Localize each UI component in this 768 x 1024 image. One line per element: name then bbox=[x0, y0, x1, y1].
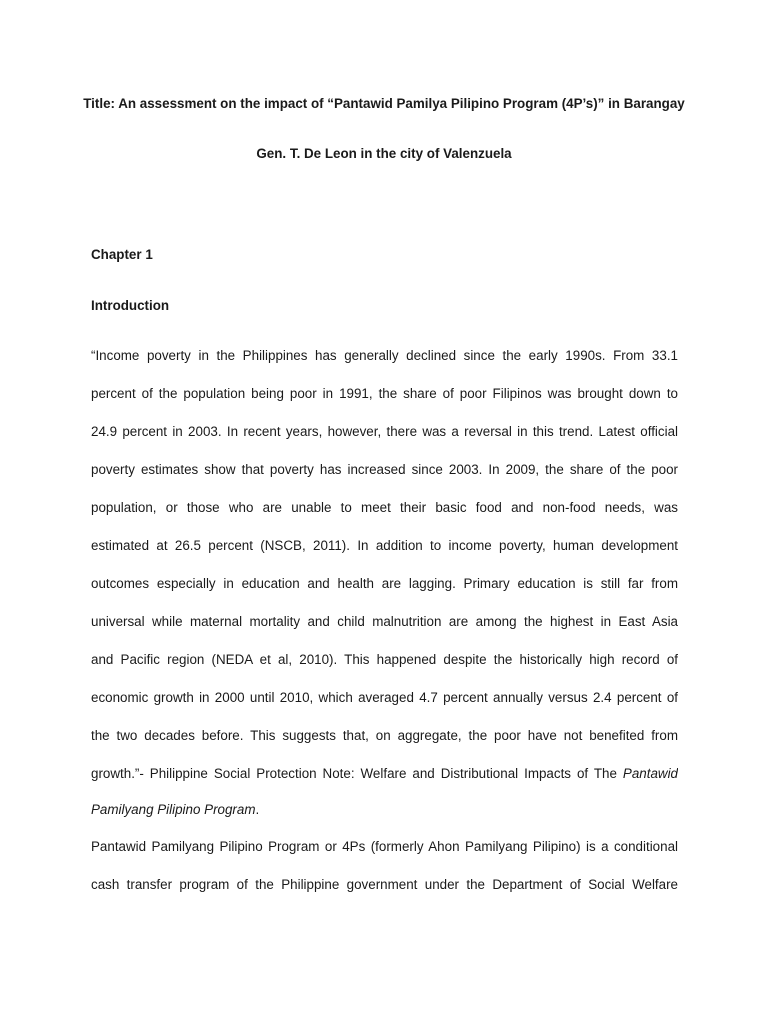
title-line-1: Title: An assessment on the impact of “Pantawid Pamilya Pilipino Program (4P’s)” in Barangay bbox=[83, 96, 685, 111]
quote-line: poverty estimates show that poverty has increased since 2003. In 2009, the share of the poor bbox=[91, 462, 678, 477]
quote-line: universal while maternal mortality and child malnutrition are among the highest in East Asia bbox=[91, 614, 678, 629]
citation-end: . bbox=[255, 802, 260, 817]
quote-line: outcomes especially in education and health are lagging. Primary education is still far from bbox=[91, 576, 678, 591]
quote-line: the two decades before. This suggests that, on aggregate, the poor have not benefited from bbox=[91, 728, 678, 743]
title-line-2: Gen. T. De Leon in the city of Valenzuela bbox=[256, 146, 512, 161]
quote-line: 24.9 percent in 2003. In recent years, however, there was a reversal in this trend. Latest official bbox=[91, 424, 678, 439]
quote-line: estimated at 26.5 percent (NSCB, 2011). In addition to income poverty, human development bbox=[91, 538, 678, 553]
quote-line: economic growth in 2000 until 2010, which averaged 4.7 percent annually versus 2.4 percent of bbox=[91, 690, 678, 705]
section-heading: Introduction bbox=[91, 298, 170, 313]
quote-line: “Income poverty in the Philippines has generally declined since the early 1990s. From 33.1 bbox=[91, 348, 678, 363]
citation-line-1 bbox=[91, 764, 678, 784]
paragraph-line: Pantawid Pamilyang Pilipino Program or 4Ps (formerly Ahon Pamilyang Pilipino) is a conditional bbox=[91, 839, 678, 854]
citation-italic-2: Pamilyang Pilipino Program bbox=[91, 802, 256, 817]
quote-line: population, or those who are unable to meet their basic food and non-food needs, was bbox=[91, 500, 678, 515]
citation-line-2 bbox=[91, 800, 678, 820]
quote-line: and Pacific region (NEDA et al, 2010). This happened despite the historically high record of bbox=[91, 652, 678, 667]
quote-line: percent of the population being poor in 1991, the share of poor Filipinos was brought down to bbox=[91, 386, 678, 401]
paragraph-line: cash transfer program of the Philippine government under the Department of Social Welfare bbox=[91, 877, 678, 892]
citation-lead: growth.”- Philippine Social Protection Note: Welfare and Distributional Impacts of The bbox=[91, 766, 623, 781]
chapter-heading: Chapter 1 bbox=[91, 247, 153, 262]
citation-italic: Pantawid bbox=[622, 766, 678, 781]
